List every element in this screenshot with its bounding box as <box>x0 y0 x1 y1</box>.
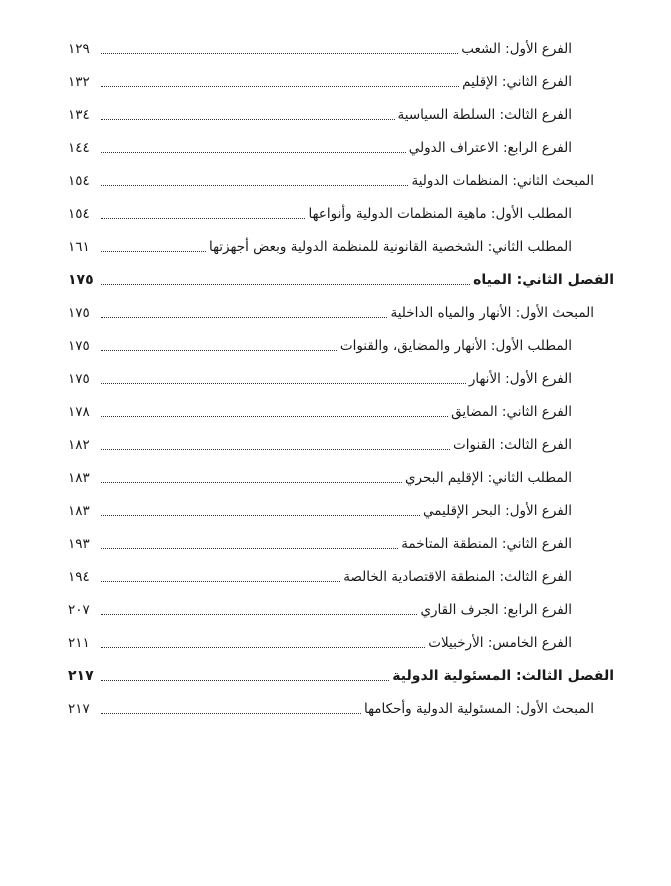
dot-leader <box>101 669 389 683</box>
toc-entry-title: المطلب الثاني: الإقليم البحري <box>404 469 572 486</box>
toc-subsection-entry[interactable] <box>68 197 614 230</box>
dot-leader <box>101 438 450 452</box>
dot-leader <box>101 537 398 551</box>
toc-subsection-entry[interactable] <box>68 461 614 494</box>
toc-chapter-entry[interactable] <box>68 263 614 296</box>
toc-entry-title: الفرع الأول: البحر الإقليمي <box>422 502 572 519</box>
toc-entry-title: الفرع الثاني: المنطقة المتاخمة <box>401 535 572 552</box>
toc-entry-title: الفرع الرابع: الجرف القاري <box>420 601 572 618</box>
toc-entry-title: المبحث الأول: المسئولية الدولية وأحكامها <box>363 700 594 717</box>
dot-leader <box>101 471 402 485</box>
toc-entry-title: الفرع الثالث: السلطة السياسية <box>397 106 572 123</box>
toc-entry-title: الفرع الثاني: المضايق <box>451 403 572 420</box>
dot-leader <box>101 141 406 155</box>
toc-entry-title: المطلب الأول: الأنهار والمضايق، والقنوات <box>339 337 572 354</box>
dot-leader <box>101 174 408 188</box>
toc-entry-title: الفرع الثالث: القنوات <box>453 436 572 453</box>
dot-leader <box>101 108 395 122</box>
toc-entry-title: المبحث الثاني: المنظمات الدولية <box>411 172 594 189</box>
toc-subsection-entry[interactable] <box>68 230 614 263</box>
dot-leader <box>101 504 420 518</box>
dot-leader <box>101 636 425 650</box>
toc-section-entry[interactable] <box>68 164 614 197</box>
toc-entry-page: ١٧٥ <box>68 370 90 387</box>
toc-entry-title: الفرع الثاني: الإقليم <box>462 73 572 90</box>
dot-leader <box>101 75 459 89</box>
toc-entry-page: ١٩٣ <box>68 535 90 552</box>
toc-subsection-entry[interactable] <box>68 626 614 659</box>
dot-leader <box>101 273 470 287</box>
toc-entry-page: ١٥٤ <box>68 205 90 222</box>
toc-entry-title: الفصل الثاني: المياه <box>473 271 614 288</box>
toc-entry-title: المطلب الثاني: الشخصية القانونية للمنظمة الدولية وبعض أجهزتها <box>208 238 572 255</box>
toc-subsection-entry[interactable] <box>68 329 614 362</box>
toc-entry-page: ٢١١ <box>68 634 90 651</box>
toc-entry-title: الفرع الرابع: الاعتراف الدولي <box>408 139 572 156</box>
dot-leader <box>101 306 387 320</box>
toc-entry-page: ١٣٢ <box>68 73 90 90</box>
toc-entry-title: المبحث الأول: الأنهار والمياه الداخلية <box>390 304 594 321</box>
toc-subsection-entry[interactable] <box>68 494 614 527</box>
toc-entry-page: ٢٠٧ <box>68 601 90 618</box>
toc-entry-page: ١٧٥ <box>68 337 90 354</box>
toc-entry-page: ١٦١ <box>68 238 90 255</box>
toc-entry-page: ١٥٤ <box>68 172 90 189</box>
toc-subsection-entry[interactable] <box>68 395 614 428</box>
toc-entry-page: ١٧٨ <box>68 403 90 420</box>
toc-entry-title: الفرع الخامس: الأرخبيلات <box>428 634 572 651</box>
toc-subsection-entry[interactable] <box>68 65 614 98</box>
toc-entry-title: الفرع الثالث: المنطقة الاقتصادية الخالصة <box>343 568 572 585</box>
toc-entry-page: ٢١٧ <box>68 700 90 717</box>
dot-leader <box>101 240 206 254</box>
dot-leader <box>101 339 337 353</box>
toc-section-entry[interactable] <box>68 692 614 725</box>
toc-subsection-entry[interactable] <box>68 428 614 461</box>
toc-entry-page: ١٩٤ <box>68 568 90 585</box>
table-of-contents <box>68 32 614 725</box>
toc-subsection-entry[interactable] <box>68 527 614 560</box>
toc-entry-title: المطلب الأول: ماهية المنظمات الدولية وأنواعها <box>308 205 572 222</box>
dot-leader <box>101 702 361 716</box>
dot-leader <box>101 207 305 221</box>
toc-entry-page: ١٨٢ <box>68 436 90 453</box>
dot-leader <box>101 372 466 386</box>
toc-entry-page: ١٧٥ <box>68 271 94 288</box>
toc-subsection-entry[interactable] <box>68 98 614 131</box>
dot-leader <box>101 603 417 617</box>
toc-section-entry[interactable] <box>68 296 614 329</box>
toc-subsection-entry[interactable] <box>68 32 614 65</box>
toc-entry-title: الفرع الأول: الأنهار <box>468 370 572 387</box>
toc-subsection-entry[interactable] <box>68 593 614 626</box>
dot-leader <box>101 405 448 419</box>
toc-entry-page: ١٤٤ <box>68 139 90 156</box>
toc-entry-title: الفصل الثالث: المسئولية الدولية <box>392 667 614 684</box>
toc-entry-page: ١٣٤ <box>68 106 90 123</box>
toc-subsection-entry[interactable] <box>68 362 614 395</box>
toc-subsection-entry[interactable] <box>68 560 614 593</box>
toc-entry-title: الفرع الأول: الشعب <box>461 40 572 57</box>
toc-entry-page: ١٢٩ <box>68 40 90 57</box>
toc-subsection-entry[interactable] <box>68 131 614 164</box>
toc-entry-page: ٢١٧ <box>68 667 94 684</box>
toc-chapter-entry[interactable] <box>68 659 614 692</box>
toc-entry-page: ١٨٣ <box>68 469 90 486</box>
toc-entry-page: ١٧٥ <box>68 304 90 321</box>
dot-leader <box>101 42 458 56</box>
dot-leader <box>101 570 340 584</box>
toc-entry-page: ١٨٣ <box>68 502 90 519</box>
